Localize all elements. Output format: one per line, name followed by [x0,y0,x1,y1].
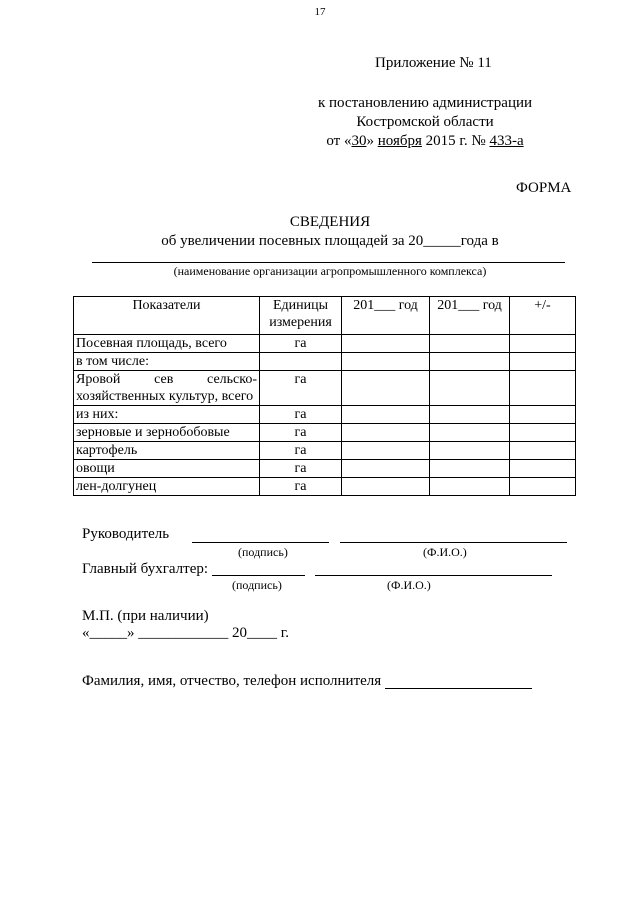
table-row [74,442,576,460]
table-row [74,335,576,353]
row-indicator: зерновые и зернобобовые [74,424,260,442]
organization-name-line[interactable] [92,262,565,263]
accountant-label: Главный бухгалтер: [82,561,209,577]
row-unit: га [260,335,342,353]
row-year-2-cell[interactable] [430,353,510,371]
row-unit: га [260,406,342,424]
row-unit [260,353,342,371]
row-year-1-cell[interactable] [342,442,430,460]
row-unit: га [260,371,342,406]
date-day: 30 [351,133,367,149]
reference-line-1: к постановлению администрации [317,95,533,111]
date-mid: » [366,133,378,149]
head-signature-caption: (подпись) [238,545,288,559]
document-subtitle: об увеличении посевных площадей за 20_____года в [161,233,499,249]
decree-number: 433-а [489,133,524,149]
page-number: 17 [314,6,326,18]
header-unit: Единицы измерения [260,297,342,335]
row-difference-cell[interactable] [510,335,576,353]
row-year-1-cell[interactable] [342,406,430,424]
form-label: ФОРМА [516,180,572,196]
header-year-2: 201___ год [430,297,510,335]
row-year-1-cell[interactable] [342,353,430,371]
accountant-name-line[interactable] [315,575,552,576]
date-month: ноября [377,133,422,149]
row-indicator: в том числе: [74,353,260,371]
row-year-2-cell[interactable] [430,371,510,406]
reference-block [300,94,550,151]
row-unit: га [260,424,342,442]
data-table [73,296,576,496]
reference-line-2: Костромской области [356,114,494,130]
date-suffix: 2015 г. № [421,133,490,149]
row-difference-cell[interactable] [510,424,576,442]
head-label: Руководитель [82,526,170,542]
table-header-row [74,297,576,335]
head-name-caption: (Ф.И.О.) [423,545,467,559]
document-title: СВЕДЕНИЯ [289,214,371,230]
row-year-2-cell[interactable] [430,460,510,478]
head-name-line[interactable] [340,542,567,543]
row-indicator: Яровой сев сельско-хозяйственных культур, всего [74,371,260,406]
row-year-2-cell[interactable] [430,478,510,496]
table-row [74,424,576,442]
row-year-2-cell[interactable] [430,335,510,353]
header-difference: +/- [510,297,576,335]
row-year-1-cell[interactable] [342,478,430,496]
row-unit: га [260,442,342,460]
row-difference-cell[interactable] [510,406,576,424]
reference-date [300,132,550,151]
table-row [74,371,576,406]
row-difference-cell[interactable] [510,353,576,371]
row-year-2-cell[interactable] [430,424,510,442]
row-year-1-cell[interactable] [342,460,430,478]
row-year-1-cell[interactable] [342,371,430,406]
row-year-1-cell[interactable] [342,424,430,442]
row-indicator: из них: [74,406,260,424]
accountant-name-caption: (Ф.И.О.) [387,578,431,592]
date-prefix: от « [326,133,352,149]
table-row [74,353,576,371]
row-indicator: картофель [74,442,260,460]
row-year-2-cell[interactable] [430,406,510,424]
accountant-signature-line[interactable] [212,575,305,576]
row-difference-cell[interactable] [510,460,576,478]
row-unit: га [260,460,342,478]
row-indicator: овощи [74,460,260,478]
table-row [74,406,576,424]
table-row [74,460,576,478]
row-year-2-cell[interactable] [430,442,510,460]
organization-caption: (наименование организации агропромышленного комплекса) [173,264,487,278]
row-difference-cell[interactable] [510,442,576,460]
appendix-label: Приложение № 11 [375,55,492,71]
date-line[interactable]: «_____» ____________ 20____ г. [82,625,289,641]
row-indicator: лен-долгунец [74,478,260,496]
row-unit: га [260,478,342,496]
head-signature-line[interactable] [192,542,329,543]
header-indicator: Показатели [74,297,260,335]
executor-label: Фамилия, имя, отчество, телефон исполнителя [82,673,382,689]
executor-line[interactable] [385,688,532,689]
stamp-label: М.П. (при наличии) [82,608,209,624]
row-indicator: Посевная площадь, всего [74,335,260,353]
row-year-1-cell[interactable] [342,335,430,353]
row-difference-cell[interactable] [510,478,576,496]
accountant-signature-caption: (подпись) [232,578,282,592]
header-year-1: 201___ год [342,297,430,335]
table-row [74,478,576,496]
row-difference-cell[interactable] [510,371,576,406]
